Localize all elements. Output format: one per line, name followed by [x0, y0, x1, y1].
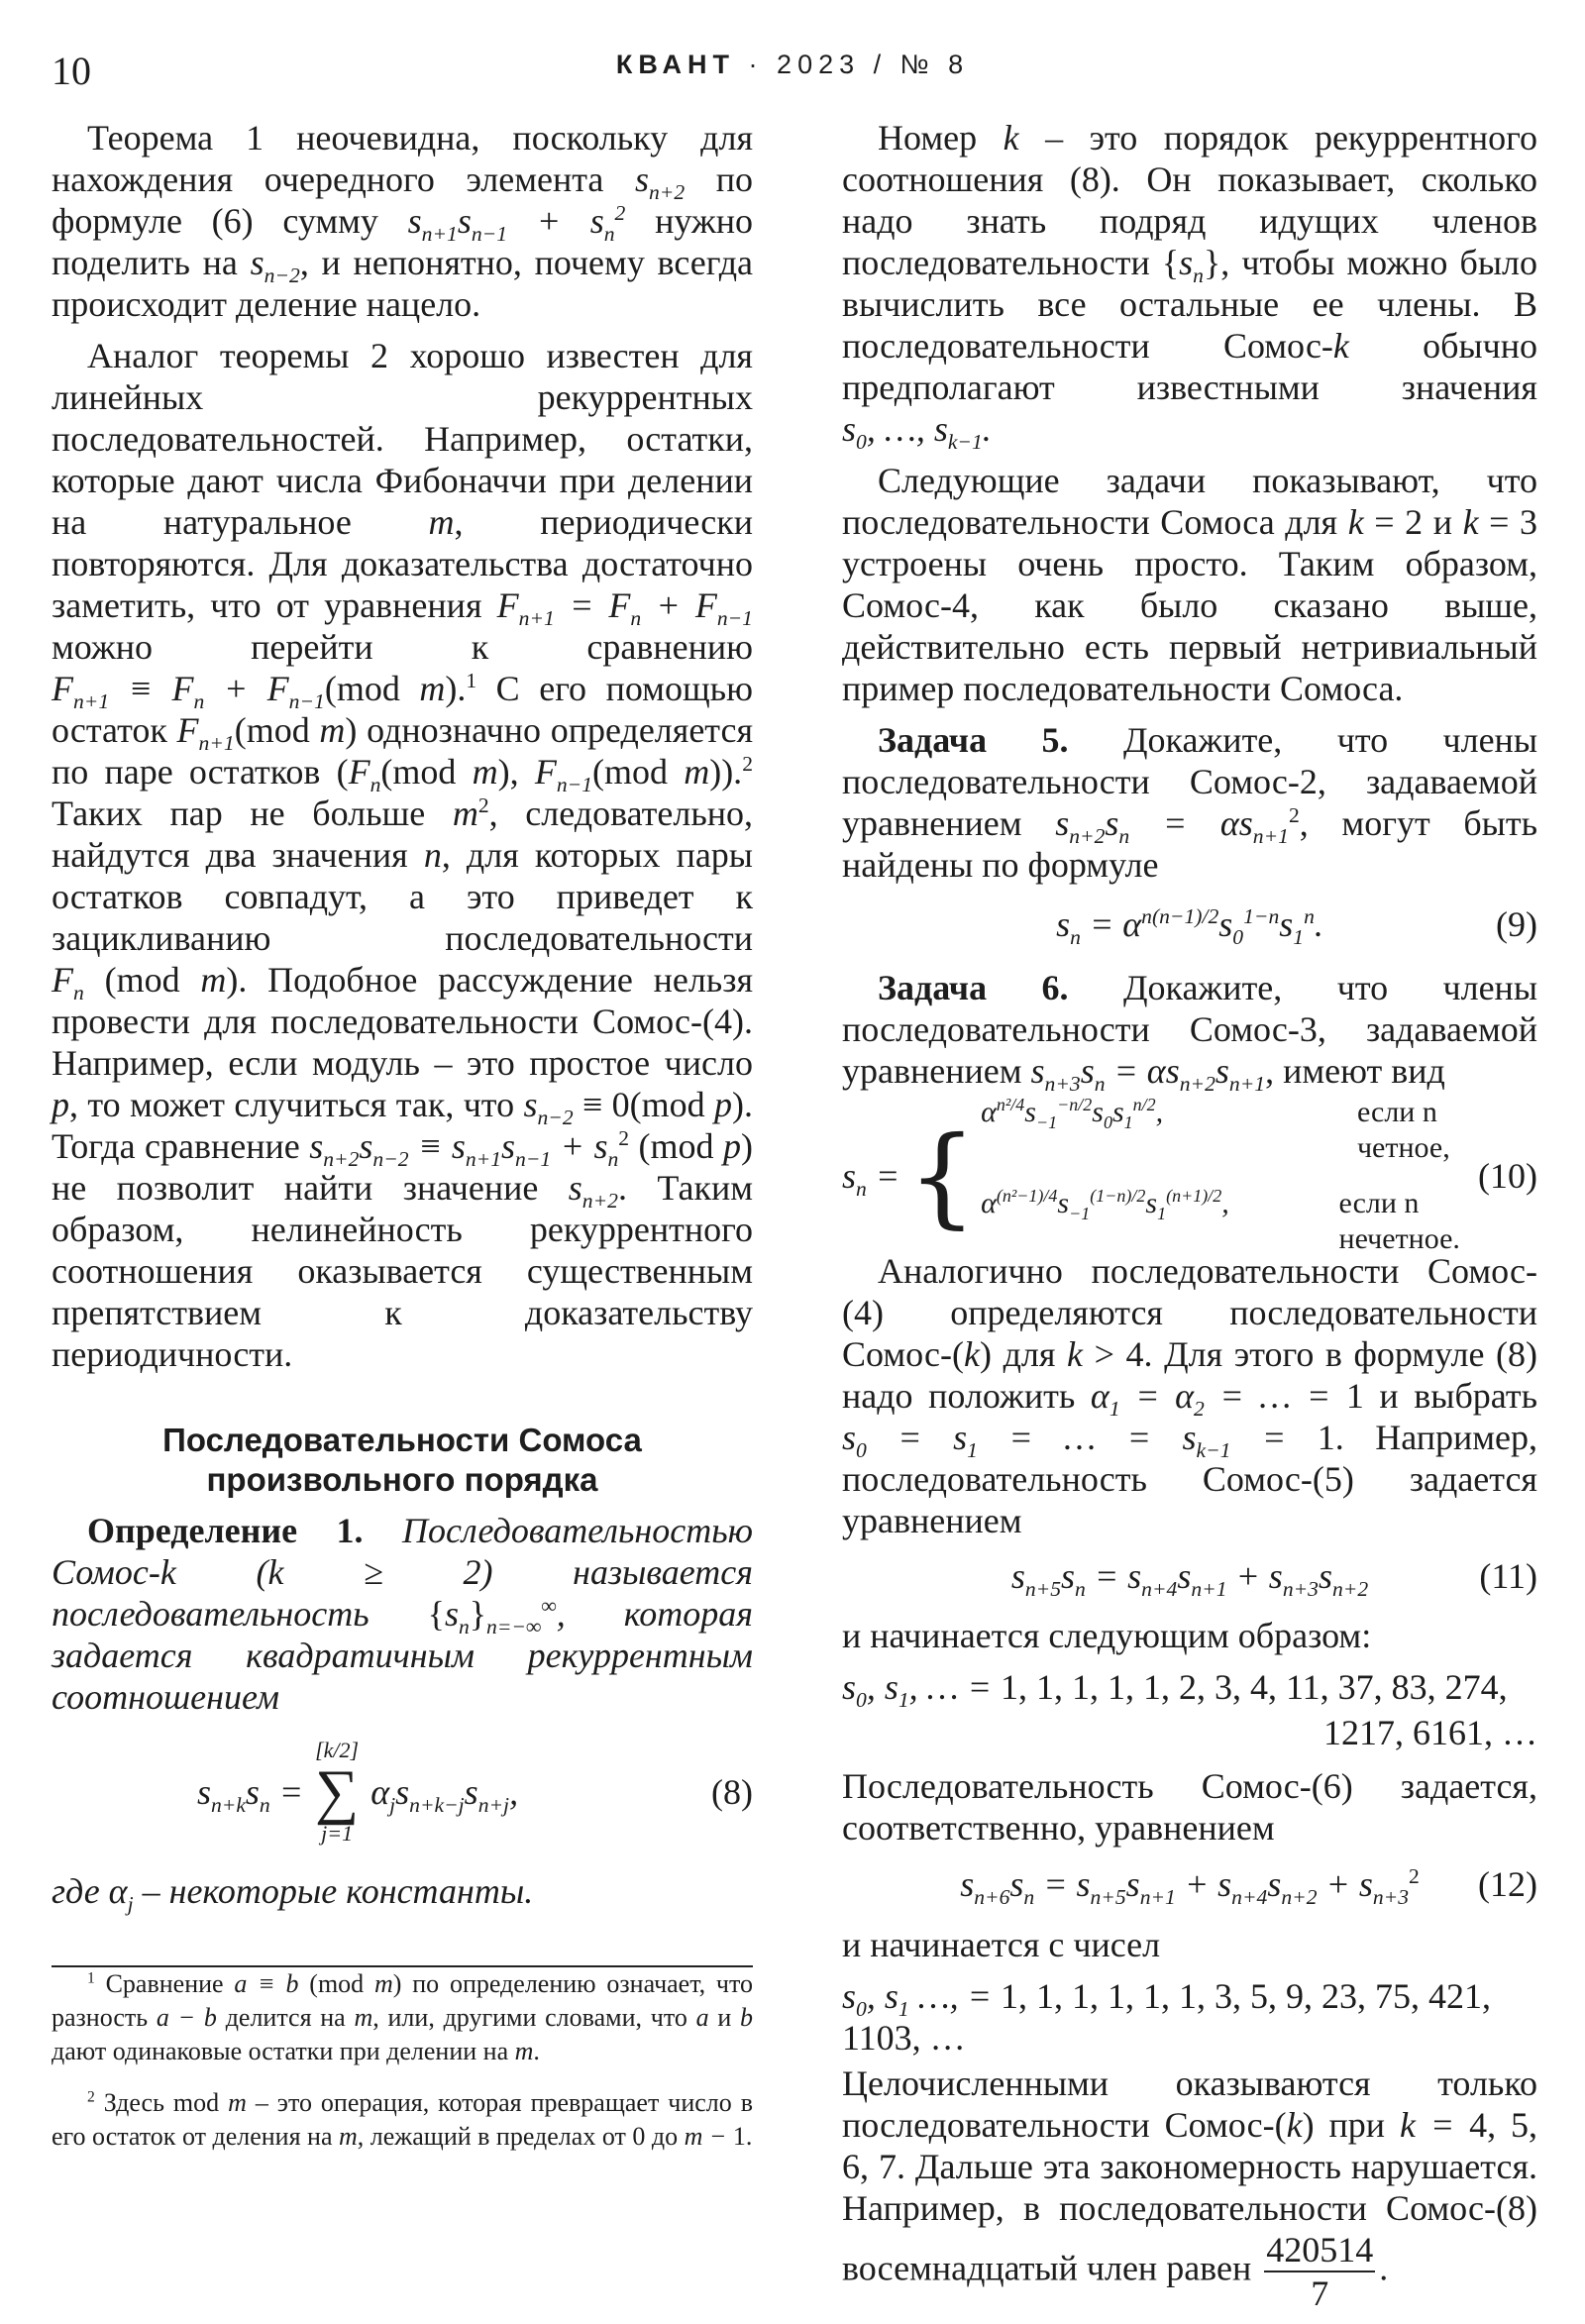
task-5: Задача 5. Докажите, что члены последовательности Сомос-2, задаваемой уравнением $s_{n+2}s_n = \alpha s_{n+1}^2$, могут быть найдены по формуле [842, 720, 1538, 885]
somos5-sequence-continued: 1217, 6161, … [1323, 1713, 1537, 1752]
paragraph-somos6: Последовательность Сомос-(6) задается, соответственно, уравнением [842, 1766, 1537, 1848]
equation-10: $s_n$ = { $\alpha^{n^2/4}s_{-1}^{-n/2}s_0s_1^{n/2}$, если n четное, $\alpha^{(n^2-1)/4}s_{-1}^{(1-n)/2}s_1^{(n+1)/2}$, если n нечетное. (10) [842, 1095, 1537, 1255]
footnote-1: $^1$ Сравнение a ≡ b (mod m) по определению означает, что разность a − b делится на m, или, другими словами, что a и b дают одинаковые остатки при делении на m. [52, 1969, 754, 2065]
equation-number: (9) [1496, 904, 1537, 944]
equation-number: (10) [1478, 1156, 1537, 1196]
case-odd: $\alpha^{(n^2-1)/4}s_{-1}^{(1-n)/2}s_1^{(n+1)/2}$, если n нечетное. [981, 1186, 1460, 1255]
paragraph-next-tasks: Следующие задачи показывают, что последовательности Сомоса для k = 2 и k = 3 устроены очень просто. Таким образом, Сомос-4, как было сказано выше, действительно есть первый нетривиальный пример последовательности Сомоса. [842, 461, 1538, 708]
equation-8: $s_{n+k}s_n$ = [k/2] ∑ j=1 $\alpha_js_{n+k-j}s_{n+j}$, (8) [196, 1738, 753, 1846]
somos6-sequence: $s_0$, $s_1$ …, = 1, 1, 1, 1, 1, 1, 3, 5, 9, 23, 75, 421, 1103, … [842, 1976, 1491, 2058]
equation-number: (12) [1478, 1864, 1537, 1904]
paragraph-somos-k: Аналогично последовательности Сомос-(4) определяются последовательности Сомос-(k) для k > 4. Для этого в формуле (8) надо положить $\alpha_1 = \alpha_2$ = … = 1 и выбрать $s_0 = s_1$ = … = $s_{k-1} = 1$. Например, последовательность Сомос-(5) задается уравнением [842, 1251, 1538, 1540]
equation-9: $s_n = \alpha^{n(n-1)/2}s_0^{1-n}s_1^n$. (9) [842, 896, 1537, 953]
journal-issue: 2023 / № 8 [777, 50, 970, 79]
equation-number: (11) [1479, 1556, 1537, 1596]
case-even: $\alpha^{n^2/4}s_{-1}^{-n/2}s_0s_1^{n/2}$, если n четное, [981, 1095, 1450, 1164]
page-number: 10 [52, 49, 91, 93]
paragraph-starts: и начинается следующим образом: [842, 1616, 1372, 1655]
paragraph-starts-numbers: и начинается с чисел [842, 1925, 1161, 1964]
paragraph-theorem1: Теорема 1 неочевидна, поскольку для нахождения очередного элемента $s_{n+2}$ по формуле (6) сумму $s_{n+1}s_{n-1} + s_n^2$ нужно поделить на $s_{n-2}$, и непонятно, почему всегда происходит деление нацело. [52, 118, 754, 324]
definition-1: Определение 1. Последовательностью Сомос-k (k ≥ 2) называется последовательность $\{s_n\}_{n=-\infty}^\infty$, которая задается квадратичным рекуррентным соотношением [52, 1511, 754, 1717]
section-title: Последовательности Сомоса произвольного порядка [162, 1422, 642, 1498]
page-header [52, 48, 1533, 91]
journal-title [52, 50, 1533, 80]
definition-constants: где $\alpha_j$ – некоторые константы. [52, 1871, 534, 1917]
equation-11: $s_{n+5}s_n = s_{n+4}s_{n+1} + s_{n+3}s_{n+2}$ (11) [842, 1551, 1537, 1601]
equation-12: $s_{n+6}s_n = s_{n+5}s_{n+1} + s_{n+4}s_{n+2} + s_{n+3}^2$ (12) [842, 1858, 1537, 1910]
equation-number: (8) [711, 1772, 753, 1812]
right-column [842, 117, 1537, 2324]
left-column [52, 117, 753, 2171]
fraction: $\frac{420514}{7}$ [1266, 2230, 1374, 2313]
definition-label: Определение 1. [87, 1511, 364, 1550]
journal-name: КВАНТ [615, 50, 736, 79]
paragraph-order: Номер k – это порядок рекуррентного соотношения (8). Он показывает, сколько надо знать подряд идущих членов последовательности $\{s_n\}$, чтобы можно было вычислить все остальные ее члены. В последовательности Сомос-k обычно предполагают известными значения $s_0$, …, $s_{k-1}$. [842, 118, 1538, 455]
task-6: Задача 6. Докажите, что члены последовательности Сомос-3, задаваемой уравнением $s_{n+3}s_n = \alpha s_{n+2}s_{n+1}$, имеют вид [842, 968, 1538, 1097]
paragraph-integer: Целочисленными оказываются только последовательности Сомос-(k) при k = 4, 5, 6, 7. Дальше эта закономерность нарушается. Например, в последовательности Сомос-(8) восемнадцатый член равен $\frac{420514}{7}$ . [842, 2063, 1538, 2313]
somos5-sequence: $s_0$, $s_1$, … = 1, 1, 1, 1, 1, 2, 3, 4, 11, 37, 83, 274, [842, 1667, 1508, 1713]
header-separator: · [748, 50, 764, 79]
footnote-2: $^2$ Здесь mod m – это операция, которая превращает число в его остаток от деления на m, лежащий в пределах от 0 до m − 1. [52, 2088, 753, 2151]
paragraph-fibonacci: Аналог теоремы 2 хорошо известен для линейных рекуррентных последовательностей. Например, остатки, которые дают числа Фибоначчи при делении на натуральное m, периодически повторяются. Для доказательства достаточно заметить, что от уравнения $F_{n+1} = F_n + F_{n-1}$ можно перейти к сравнению $F_{n+1} \equiv F_n + F_{n-1}(mod$ m).$^1$ С его помощью остаток $F_{n+1}(mod$ m) однозначно определяется по паре остатков ($F_n(mod$ m), $F_{n-1}(mod$ m)).$^2$ Таких пар не больше $m^2$, следовательно, найдутся два значения n, для которых пары остатков совпадут, а это приведет к зацикливанию последовательности $F_n$ (mod m). Подобное рассуждение нельзя провести для последовательности Сомос-(4). Например, если модуль – это простое число p, то может случиться так, что $s_{n-2} \equiv 0(mod$ p). Тогда сравнение $s_{n+2}s_{n-2} \equiv s_{n+1}s_{n-1} + s_n^2$ (mod p) не позволит найти значение $s_{n+2}$. Таким образом, нелинейность рекуррентного соотношения оказывается существенным препятствием к доказательству периодичности. [52, 336, 754, 1374]
